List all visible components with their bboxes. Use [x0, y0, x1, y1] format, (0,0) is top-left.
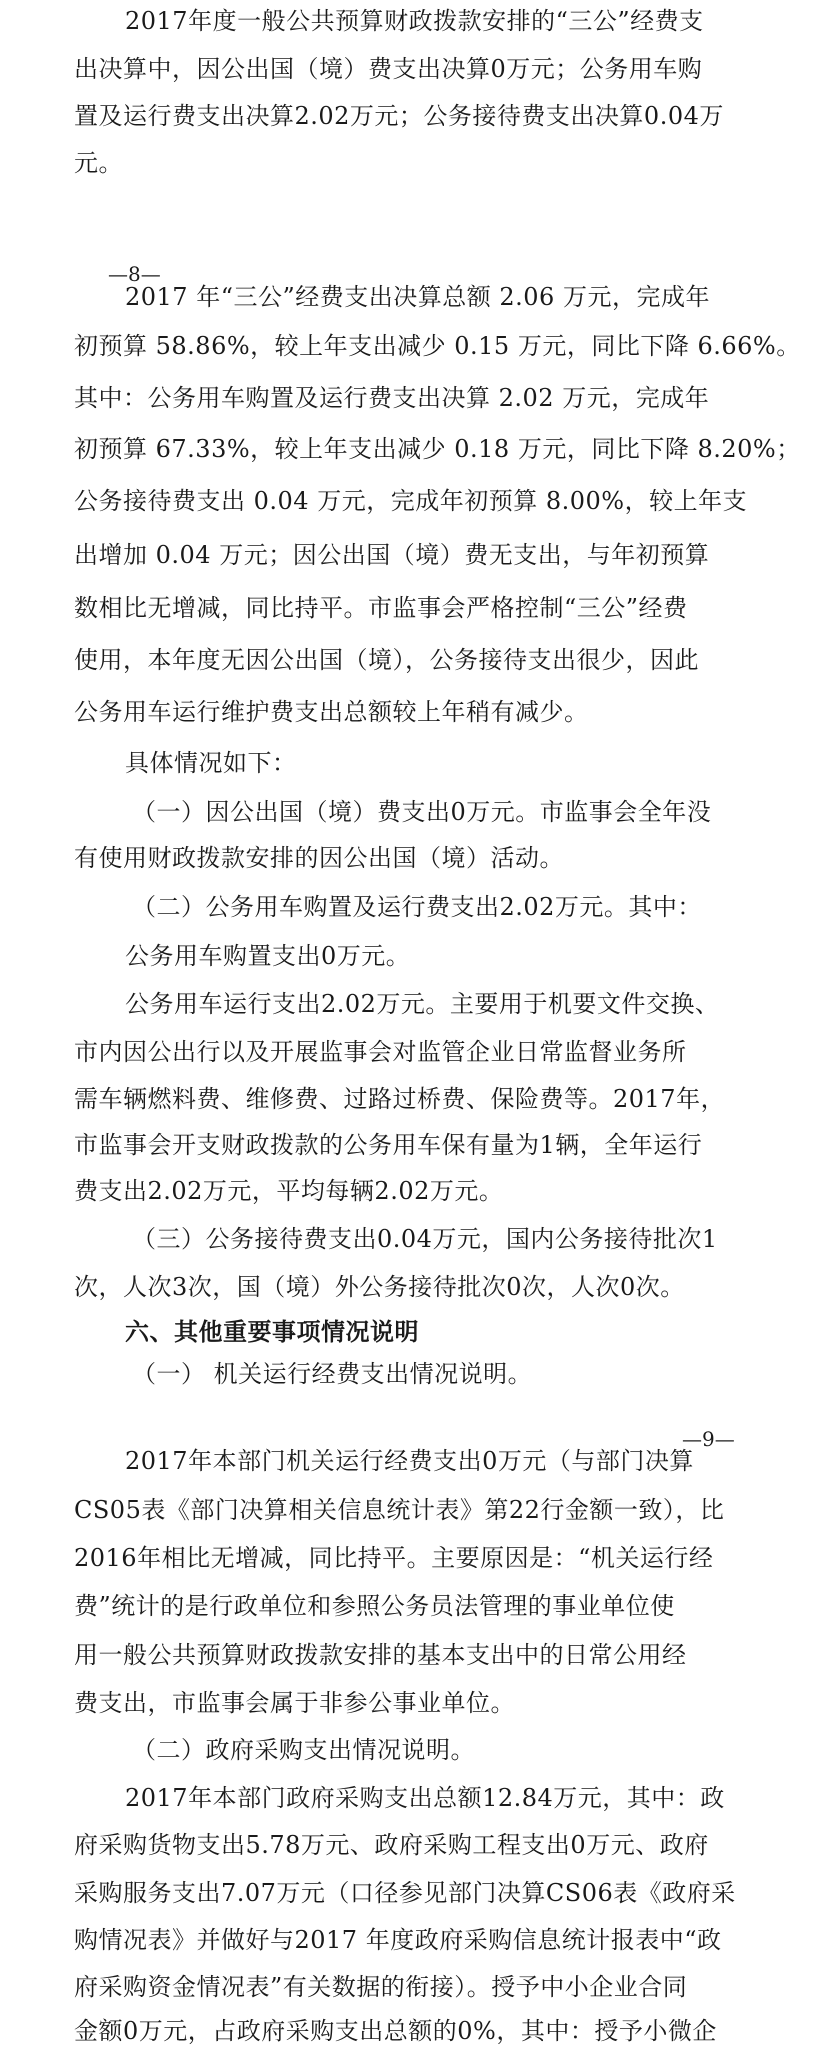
paragraph-line: 初预算 67.33%，较上年支出减少 0.18 万元，同比下降 8.20%；	[74, 435, 801, 463]
paragraph-line: 2016年相比无增减，同比持平。主要原因是：“机关运行经	[74, 1544, 714, 1572]
paragraph-line: 金额0万元，占政府采购支出总额的0%，其中：授予小微企	[74, 2017, 717, 2045]
paragraph-line: 需车辆燃料费、维修费、过路过桥费、保险费等。2017年，	[74, 1085, 726, 1113]
paragraph-line: 有使用财政拨款安排的因公出国（境）活动。	[74, 844, 564, 872]
paragraph-line: 费支出，市监事会属于非参公事业单位。	[74, 1689, 515, 1717]
paragraph-line: CS05表《部门决算相关信息统计表》第22行金额一致），比	[74, 1496, 725, 1524]
paragraph-line: 使用，本年度无因公出国（境），公务接待支出很少，因此	[74, 646, 699, 674]
paragraph-line: 府采购资金情况表”有关数据的衔接）。授予中小企业合同	[74, 1973, 688, 2001]
paragraph-line: 2017年本部门政府采购支出总额12.84万元，其中：政	[125, 1784, 725, 1812]
paragraph-line: 2017年度一般公共预算财政拨款安排的“三公”经费支	[125, 7, 704, 35]
paragraph-line: 2017 年“三公”经费支出决算总额 2.06 万元，完成年	[125, 283, 710, 311]
paragraph-line: 数相比无增减，同比持平。市监事会严格控制“三公”经费	[74, 594, 688, 622]
paragraph-line: 公务用车购置支出0万元。	[125, 942, 411, 970]
paragraph-line: （二）公务用车购置及运行费支出2.02万元。其中：	[132, 893, 702, 921]
paragraph-line: 出决算中，因公出国（境）费支出决算0万元；公务用车购	[74, 55, 703, 83]
subsection-heading: （一） 机关运行经费支出情况说明。	[132, 1360, 533, 1388]
paragraph-line: 初预算 58.86%，较上年支出减少 0.15 万元，同比下降 6.66%。	[74, 332, 801, 360]
paragraph-line: （三）公务接待费支出0.04万元，国内公务接待批次1	[132, 1225, 718, 1253]
paragraph-line: 公务用车运行维护费支出总额较上年稍有减少。	[74, 698, 589, 726]
paragraph-line: 次，人次3次，国（境）外公务接待批次0次，人次0次。	[74, 1273, 685, 1301]
subsection-heading: （二）政府采购支出情况说明。	[132, 1736, 475, 1764]
paragraph-line: 公务接待费支出 0.04 万元，完成年初预算 8.00%，较上年支	[74, 487, 748, 515]
paragraph-line: 出增加 0.04 万元；因公出国（境）费无支出，与年初预算	[74, 541, 710, 569]
page-number-9: —9—	[682, 1427, 735, 1451]
paragraph-line: 2017年本部门机关运行经费支出0万元（与部门决算	[125, 1447, 694, 1475]
paragraph-line: （一）因公出国（境）费支出0万元。市监事会全年没	[132, 798, 712, 826]
paragraph-line: 购情况表》并做好与2017 年度政府采购信息统计报表中“政	[74, 1926, 722, 1954]
paragraph-line: 市监事会开支财政拨款的公务用车保有量为1辆，全年运行	[74, 1131, 703, 1159]
paragraph-line: 市内因公出行以及开展监事会对监管企业日常监督业务所	[74, 1038, 687, 1066]
paragraph-line: 具体情况如下：	[125, 749, 297, 777]
paragraph-line: 元。	[74, 149, 123, 177]
paragraph-line: 费”统计的是行政单位和参照公务员法管理的事业单位使	[74, 1592, 675, 1620]
page-number-8: —8—	[108, 262, 161, 286]
paragraph-line: 公务用车运行支出2.02万元。主要用于机要文件交换、	[125, 990, 720, 1018]
paragraph-line: 其中：公务用车购置及运行费支出决算 2.02 万元，完成年	[74, 384, 710, 412]
paragraph-line: 采购服务支出7.07万元（口径参见部门决算CS06表《政府采	[74, 1879, 736, 1907]
paragraph-line: 置及运行费支出决算2.02万元；公务接待费支出决算0.04万	[74, 102, 724, 130]
paragraph-line: 费支出2.02万元，平均每辆2.02万元。	[74, 1177, 504, 1205]
section-heading: 六、其他重要事项情况说明	[125, 1317, 419, 1346]
paragraph-line: 府采购货物支出5.78万元、政府采购工程支出0万元、政府	[74, 1831, 709, 1859]
paragraph-line: 用一般公共预算财政拨款安排的基本支出中的日常公用经	[74, 1641, 687, 1669]
